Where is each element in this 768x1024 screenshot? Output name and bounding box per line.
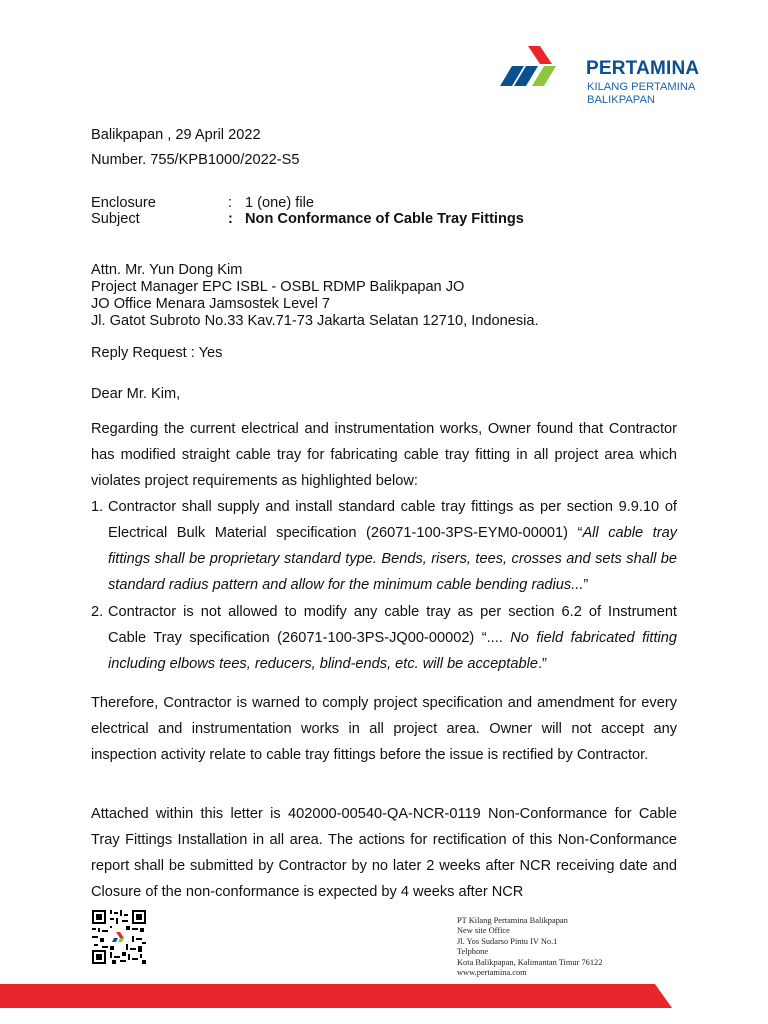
list-item-quote: No field fabricated fitting including elbows tees, reducers, blind-ends, etc. will be acceptable xyxy=(108,630,677,672)
logo-line-2: BALIKPAPAN xyxy=(587,94,655,106)
list-item xyxy=(91,599,677,677)
footer-red-bar xyxy=(0,984,768,1008)
list-item-text: Contractor shall supply and install standard cable tray fittings as per section 9.9.10 of Electrical Bulk Material specification (26071-100-3PS-EYM0-00001) “ xyxy=(108,499,677,541)
qr-code-icon xyxy=(92,910,146,964)
salutation: Dear Mr. Kim, xyxy=(91,386,181,402)
pertamina-logo xyxy=(500,44,700,124)
list-item-number: 1. xyxy=(91,499,104,515)
footer-line: Kota Balikpapan, Kalimantan Timur 76122 xyxy=(457,957,603,967)
logo-brand: PERTAMINA xyxy=(586,58,700,79)
pertamina-logo-icon xyxy=(500,44,584,100)
footer-line: New site Office xyxy=(457,926,510,936)
subject-colon: : xyxy=(228,211,233,227)
addressee-line: Project Manager EPC ISBL - OSBL RDMP Balikpapan JO xyxy=(91,279,465,295)
intro-paragraph: Regarding the current electrical and instrumentation works, Owner found that Contractor has modified straight cable tray for fabricating cable tray fitting in all project area which violates project requirements as highlighted below: xyxy=(91,421,677,489)
reply-request: Reply Request : Yes xyxy=(91,345,223,361)
footer-line: PT Kilang Pertamina Balikpapan xyxy=(457,916,568,925)
subject-row xyxy=(0,211,768,229)
addressee-line: Jl. Gatot Subroto No.33 Kav.71-73 Jakarta Selatan 12710, Indonesia. xyxy=(91,313,539,329)
list-item xyxy=(91,494,677,598)
footer-line: Jl. Yos Sudarso Pintu IV No.1 xyxy=(457,936,558,946)
list-item-close: .” xyxy=(537,656,547,672)
paragraph-attached: Attached within this letter is 402000-00540-QA-NCR-0119 Non-Conformance for Cable Tray Fittings Installation in all area. The actions for rectification of this Non-Conformance report shall be submitted by Contractor by no later 2 weeks after NCR receiving date and Closure of the non-conformance is expected by 4 weeks after NCR xyxy=(91,806,677,900)
addressee-line: Attn. Mr. Yun Dong Kim xyxy=(91,262,243,278)
place-date: Balikpapan , 29 April 2022 xyxy=(91,127,261,143)
subject-value: Non Conformance of Cable Tray Fittings xyxy=(245,211,524,227)
logo-line-1: KILANG PERTAMINA xyxy=(587,81,696,93)
list-item-close: ” xyxy=(583,577,589,593)
footer-line: Telphone xyxy=(457,947,489,957)
enclosure-value: 1 (one) file xyxy=(245,195,314,211)
requirements-list xyxy=(91,494,677,678)
addressee-line: JO Office Menara Jamsostek Level 7 xyxy=(91,296,331,312)
footer-line: www.pertamina.com xyxy=(457,968,527,978)
list-item-number: 2. xyxy=(91,604,104,620)
subject-label: Subject xyxy=(91,211,140,227)
paragraph-therefore: Therefore, Contractor is warned to comply project specification and amendment for every electrical and instrumentation works in all project area. Owner will not accept any inspection activity relate to cable tray fittings before the issue is rectified by Contractor. xyxy=(91,695,677,763)
list-item-text: Contractor is not allowed to modify any cable tray as per section 6.2 of Instrument Cable Tray specification (26071-100-3PS-JQ00-00002) “.... xyxy=(108,604,677,646)
addressee-block xyxy=(91,262,539,330)
footer-address xyxy=(457,916,602,978)
enclosure-colon: : xyxy=(228,195,233,211)
list-item-quote: All cable tray fittings shall be proprietary standard type. Bends, risers, tees, crosses and sets shall be standard radius pattern and allow for the minimum cable bending radius... xyxy=(108,525,678,593)
letter-number: Number. 755/KPB1000/2022-S5 xyxy=(91,152,300,168)
enclosure-label: Enclosure xyxy=(91,195,156,211)
